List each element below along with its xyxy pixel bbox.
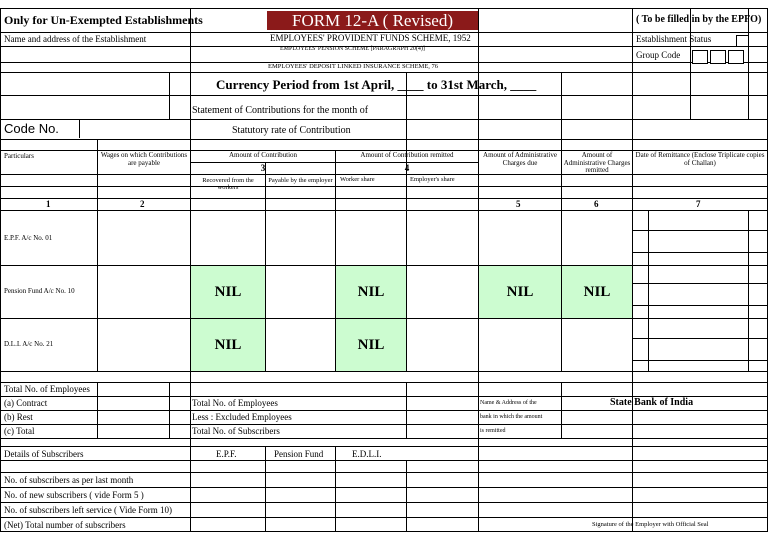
details-subscribers-label: Details of Subscribers: [4, 449, 84, 459]
code-no-field[interactable]: [79, 120, 190, 138]
nil-dli-recovered: NIL: [191, 319, 265, 371]
sub-pension-label: Pension Fund: [274, 449, 324, 459]
row-pension-label: Pension Fund A/c No. 10: [4, 287, 75, 295]
col-employer-share: Employer's share: [410, 176, 455, 183]
sub-epf-label: E.P.F.: [216, 449, 237, 459]
currency-period: Currency Period from 1st April, ____ to 31st March, ____: [216, 77, 537, 92]
col-amount-contribution: Amount of Contribution: [228, 151, 298, 159]
scheme-epf: EMPLOYEES' PROVIDENT FUNDS SCHEME, 1952: [270, 33, 471, 43]
rest-label: (b) Rest: [4, 412, 33, 422]
nil-dli-worker: NIL: [336, 319, 406, 371]
col-num-6: 6: [594, 199, 599, 209]
total-c-label: (c) Total: [4, 426, 35, 436]
sub-edli-label: E.D.L.I.: [352, 449, 382, 459]
col-amount-remitted: Amount of Contribution remitted: [360, 151, 454, 159]
establishment-status-box[interactable]: [736, 35, 749, 47]
col-date-remittance: Date of Remittance (Enclose Triplicate copies of Challan): [635, 151, 765, 167]
mid-total-employees-label: Total No. of Employees: [192, 398, 278, 408]
col-num-5: 5: [516, 199, 521, 209]
nil-pension-recovered: NIL: [191, 266, 265, 318]
group-code-label: Group Code: [636, 50, 681, 60]
col-recovered: Recovered from the workers: [202, 177, 254, 192]
new-subscribers-label: No. of new subscribers ( vide Form 5 ): [4, 490, 144, 500]
subscribers-per-month-label: No. of subscribers as per last month: [4, 475, 134, 485]
col-admin-due: Amount of Administrative Charges due: [483, 151, 557, 167]
statutory-rate-label: Statutory rate of Contribution: [232, 125, 351, 136]
col-num-1: 1: [46, 199, 51, 209]
unexempted-label: Only for Un-Exempted Establishments: [4, 13, 203, 27]
less-excluded-label: Less : Excluded Employees: [192, 412, 292, 422]
col-num-7: 7: [696, 199, 701, 209]
bank-label-line1: Name & Address of the: [480, 400, 537, 406]
row-epf-label: E.P.F. A/c No. 01: [4, 234, 53, 242]
col-particulars: Particulars: [4, 152, 34, 160]
net-subscribers-label: (Net) Total number of subscribers: [4, 520, 126, 530]
contract-label: (a) Contract: [4, 398, 48, 408]
group-code-box-3[interactable]: [728, 50, 744, 64]
form-title-banner: FORM 12-A ( Revised): [267, 11, 478, 30]
col-num-2: 2: [140, 199, 145, 209]
group-code-box-1[interactable]: [692, 50, 708, 64]
col-worker-share: Worker share: [340, 176, 375, 183]
col-admin-remitted: Amount of Administrative Charges remitted: [563, 151, 631, 175]
code-no-label: Code No.: [4, 121, 59, 136]
col-payable: Payable by the employer: [268, 177, 333, 184]
col-num-3: 3: [260, 163, 266, 173]
total-employees-label: Total No. of Employees: [4, 384, 90, 394]
bank-label-line3: is remitted: [480, 428, 506, 434]
nil-pension-worker: NIL: [336, 266, 406, 318]
scheme-eps: EMPLOYEES' PENSION SCHEME [PARAGRAPH 20(4)]: [280, 46, 425, 52]
statement-label: Statement of Contributions for the month of: [192, 105, 369, 116]
row-dli-label: D.L.I. A/c No. 21: [4, 340, 54, 348]
signature-label: Signature of the Employer with Official Seal: [592, 521, 709, 528]
group-code-box-2[interactable]: [710, 50, 726, 64]
scheme-edli: EMPLOYEES' DEPOSIT LINKED INSURANCE SCHEME, 76: [268, 63, 439, 70]
establishment-status-label: Establishment Status: [636, 34, 712, 44]
bank-name: State Bank of India: [610, 397, 694, 408]
name-address-label: Name and address of the Establishment: [4, 34, 147, 44]
left-subscribers-label: No. of subscribers left service ( Vide Form 10): [4, 505, 173, 515]
epfo-note: ( To be filled in by the EPFO): [636, 14, 762, 25]
nil-pension-admin-due: NIL: [479, 266, 561, 318]
col-num-4: 4: [404, 163, 410, 173]
nil-pension-admin-remitted: NIL: [562, 266, 632, 318]
total-subscribers-label: Total No. of Subscribers: [192, 426, 280, 436]
col-wages: Wages on which Contributions are payable: [100, 151, 188, 167]
bank-label-line2: bank in which the amount: [480, 414, 543, 420]
